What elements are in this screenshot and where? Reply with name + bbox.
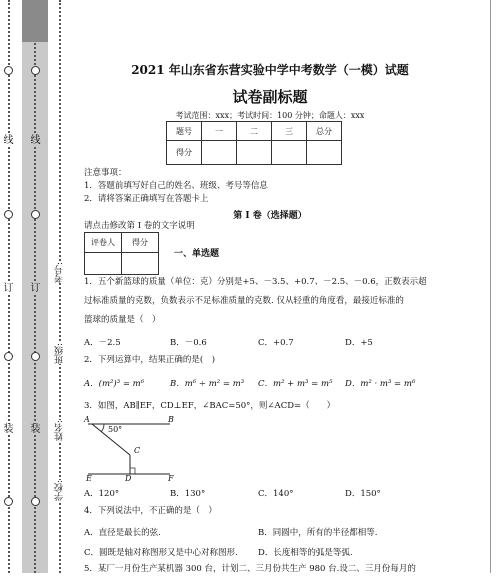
binding-hole-icon	[31, 66, 40, 75]
question-3-figure	[84, 415, 184, 483]
figure-label-b: B	[168, 415, 174, 424]
binding-hole-icon	[4, 497, 13, 506]
margin-word-xian-inner: 线	[30, 135, 41, 146]
grader-cell[interactable]	[122, 253, 159, 275]
score-cell[interactable]	[237, 141, 272, 165]
binding-hole-icon	[31, 352, 40, 361]
binding-hole-icon	[4, 210, 13, 219]
binding-hole-icon	[4, 352, 13, 361]
field-school: 学校:	[55, 480, 65, 502]
question-4-option-a[interactable]: A．直径是最长的弦.	[84, 528, 161, 538]
figure-label-e: E	[86, 474, 92, 483]
question-5-stem: 5．某厂一月份生产某机器 300 台，计划二、三月份共生产 980 台.设二、三月份每月的	[84, 564, 416, 574]
score-cell[interactable]	[202, 141, 237, 165]
figure-label-f: F	[168, 474, 174, 483]
question-2-option-a[interactable]: A．(m²)³ = m⁶	[84, 379, 145, 389]
section-title: 一、单选题	[174, 249, 220, 259]
question-1-stem-line2: 过标准质量的克数，负数表示不足标准质量的克数. 仅从轻重的角度看，最接近标准的	[84, 296, 404, 306]
grader-cell[interactable]	[85, 253, 122, 275]
figure-label-angle: 50°	[108, 425, 123, 434]
figure-label-c: C	[134, 446, 141, 455]
field-class: 班级:	[55, 343, 65, 365]
margin-word-ding-inner: 订	[30, 283, 41, 294]
question-3-option-b[interactable]: B．130°	[170, 489, 206, 499]
note-item: 1．答题前填写好自己的姓名、班级、考号等信息	[84, 181, 268, 191]
question-3-stem: 3．如图，AB∥EF，CD⊥EF，∠BAC=50°，则∠ACD=（ ）	[84, 401, 336, 411]
score-header: 三	[272, 122, 307, 141]
question-3-option-a[interactable]: A．120°	[84, 489, 120, 499]
question-1-option-c[interactable]: C．+0.7	[258, 338, 294, 348]
question-2-option-c[interactable]: C．m² + m³ = m⁵	[258, 379, 333, 389]
note-item: 2．请将答案正确填写在答题卡上	[84, 194, 209, 204]
question-1-option-b[interactable]: B．－0.6	[170, 338, 207, 348]
volume-title: 第 I 卷（选择题）	[233, 211, 307, 221]
question-2-option-b[interactable]: B．m⁶ ÷ m² = m³	[170, 379, 245, 389]
exam-title: 2021 年山东省东营实验中学中考数学（一模）试题	[131, 63, 409, 77]
question-3-option-d[interactable]: D．150°	[345, 489, 381, 499]
binding-hole-icon	[31, 497, 40, 506]
score-table	[166, 121, 342, 165]
notes-heading: 注意事项：	[84, 168, 127, 178]
field-exam-number: 考号:	[55, 262, 65, 284]
question-1-stem: 1．五个新篮球的质量（单位：克）分别是+5、－3.5、+0.7、－2.5、－0.6，正数表示超	[84, 277, 427, 287]
right-margin-rule	[490, 0, 491, 573]
question-1-stem-line3: 篮球的质量是（ ）	[84, 315, 161, 325]
binding-strip-outer	[0, 0, 18, 573]
binding-strip-top-block	[22, 0, 48, 42]
score-cell[interactable]	[272, 141, 307, 165]
question-4-option-d[interactable]: D．长度相等的弧是等弧.	[258, 548, 353, 558]
question-1-option-a[interactable]: A．－2.5	[84, 338, 121, 348]
field-name: 姓名:	[55, 420, 65, 442]
score-header: 一	[202, 122, 237, 141]
volume-instruction: 请点击修改第 I 卷的文字说明	[84, 221, 195, 231]
grader-header: 评卷人	[85, 233, 122, 253]
margin-word-zhuang-inner: 装	[30, 424, 41, 435]
question-4-stem: 4．下列说法中，不正确的是（ ）	[84, 506, 217, 516]
question-2-option-d[interactable]: D．m² · m³ = m⁶	[345, 379, 416, 389]
figure-label-a: A	[84, 415, 90, 424]
score-cell[interactable]	[307, 141, 342, 165]
question-1-option-d[interactable]: D．+5	[345, 338, 373, 348]
score-header: 二	[237, 122, 272, 141]
margin-word-ding: 订	[3, 283, 14, 294]
score-header: 总分	[307, 122, 342, 141]
score-row-label: 得分	[167, 141, 202, 165]
margin-word-zhuang: 装	[3, 424, 14, 435]
figure-label-d: D	[125, 474, 132, 483]
binding-hole-icon	[4, 66, 13, 75]
question-4-option-c[interactable]: C．圆既是轴对称图形又是中心对称图形.	[84, 548, 238, 558]
exam-info: 考试范围：xxx；考试时间：100 分钟；命题人：xxx	[175, 111, 365, 120]
score-header: 题号	[167, 122, 202, 141]
grader-table	[84, 232, 159, 275]
margin-word-xian: 线	[3, 135, 14, 146]
question-2-stem: 2．下列运算中，结果正确的是( )	[84, 355, 216, 365]
question-4-option-b[interactable]: B．同圆中，所有的半径都相等.	[258, 528, 378, 538]
question-3-option-c[interactable]: C．140°	[258, 489, 294, 499]
binding-hole-icon	[31, 210, 40, 219]
exam-subtitle: 试卷副标题	[232, 88, 308, 106]
grader-header: 得分	[122, 233, 159, 253]
